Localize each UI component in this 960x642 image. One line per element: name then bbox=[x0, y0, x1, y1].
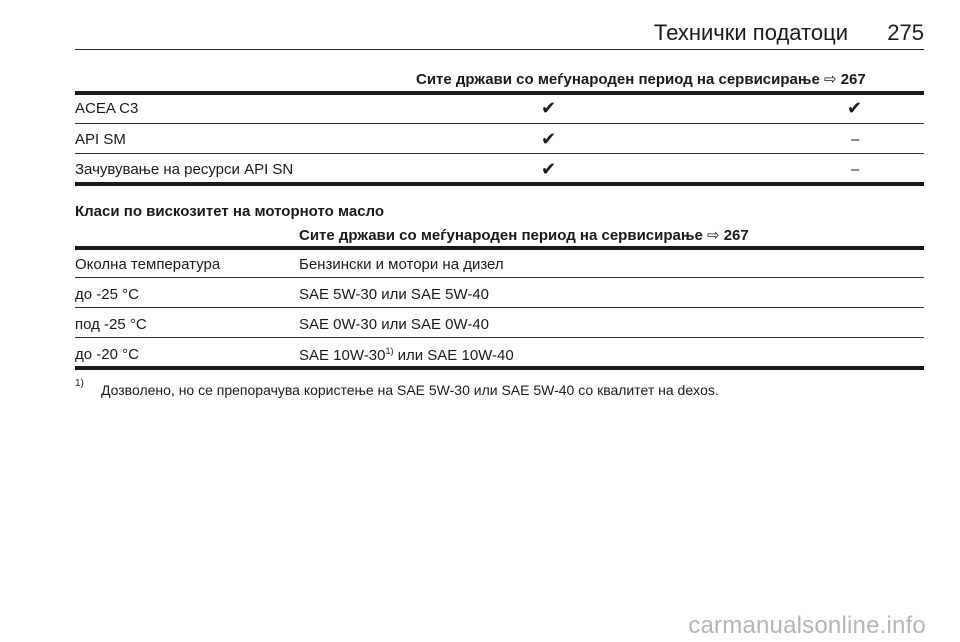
viscosity-bottom-rule bbox=[75, 366, 924, 370]
checkmark-icon: ✔ bbox=[847, 98, 863, 118]
table1-row-label: Зачувување на ресурси API SN bbox=[75, 161, 294, 178]
viscosity-oil: SAE 0W-30 или SAE 0W-40 bbox=[299, 316, 490, 333]
header-divider bbox=[75, 49, 924, 50]
page-number: 275 bbox=[887, 20, 924, 45]
footnote-mark: 1) bbox=[75, 378, 84, 389]
table1-top-rule bbox=[75, 91, 924, 95]
watermark: carmanualsonline.info bbox=[688, 612, 926, 639]
viscosity-oil-tail: или SAE 10W-40 bbox=[393, 347, 514, 364]
table1-row-divider bbox=[75, 153, 924, 154]
viscosity-oil: SAE 5W-30 или SAE 5W-40 bbox=[299, 286, 490, 303]
viscosity-row-divider bbox=[75, 337, 924, 338]
viscosity-temp: до -25 °C bbox=[75, 286, 139, 303]
table1-caption-text: Сите држави со меѓународен период на сервисирање bbox=[416, 71, 820, 88]
viscosity-top-rule bbox=[75, 246, 924, 250]
table1-cell-dash: – bbox=[851, 131, 860, 148]
table1-row-label: ACEA C3 bbox=[75, 100, 139, 117]
column-header: Бензински и мотори на дизел bbox=[299, 256, 504, 273]
table1-bottom-rule bbox=[75, 182, 924, 186]
page-title: Технички податоци bbox=[653, 20, 848, 45]
viscosity-row-divider bbox=[75, 307, 924, 308]
page-ref-arrow-icon: ⇨ bbox=[823, 71, 837, 88]
table1-row-label: API SM bbox=[75, 131, 126, 148]
page-ref-arrow-icon: ⇨ bbox=[706, 227, 720, 244]
table1-caption bbox=[416, 70, 866, 88]
checkmark-icon: ✔ bbox=[541, 159, 557, 179]
checkmark-icon: ✔ bbox=[541, 129, 557, 149]
viscosity-caption-ref: 267 bbox=[723, 227, 749, 244]
viscosity-section-title: Класи по вискозитет на моторното масло bbox=[75, 203, 385, 220]
viscosity-caption-text: Сите држави со меѓународен период на сервисирање bbox=[299, 227, 703, 244]
viscosity-oil-cell bbox=[299, 346, 514, 364]
footnote-text: Дозволено, но се препорачува користење на SAE 5W-30 или SAE 5W-40 со квалитет на dexos. bbox=[101, 382, 719, 398]
column-header: Околна температура bbox=[75, 256, 221, 273]
viscosity-temp: под -25 °C bbox=[75, 316, 147, 333]
footnote-ref: 1) bbox=[385, 346, 394, 356]
table1-cell-dash: – bbox=[851, 161, 860, 178]
table1-caption-ref: 267 bbox=[840, 71, 866, 88]
viscosity-caption bbox=[299, 226, 749, 244]
checkmark-icon: ✔ bbox=[541, 98, 557, 118]
table1-row-divider bbox=[75, 123, 924, 124]
viscosity-row-divider bbox=[75, 277, 924, 278]
viscosity-temp: до -20 °C bbox=[75, 346, 139, 363]
viscosity-oil: SAE 10W-30 bbox=[299, 347, 386, 364]
